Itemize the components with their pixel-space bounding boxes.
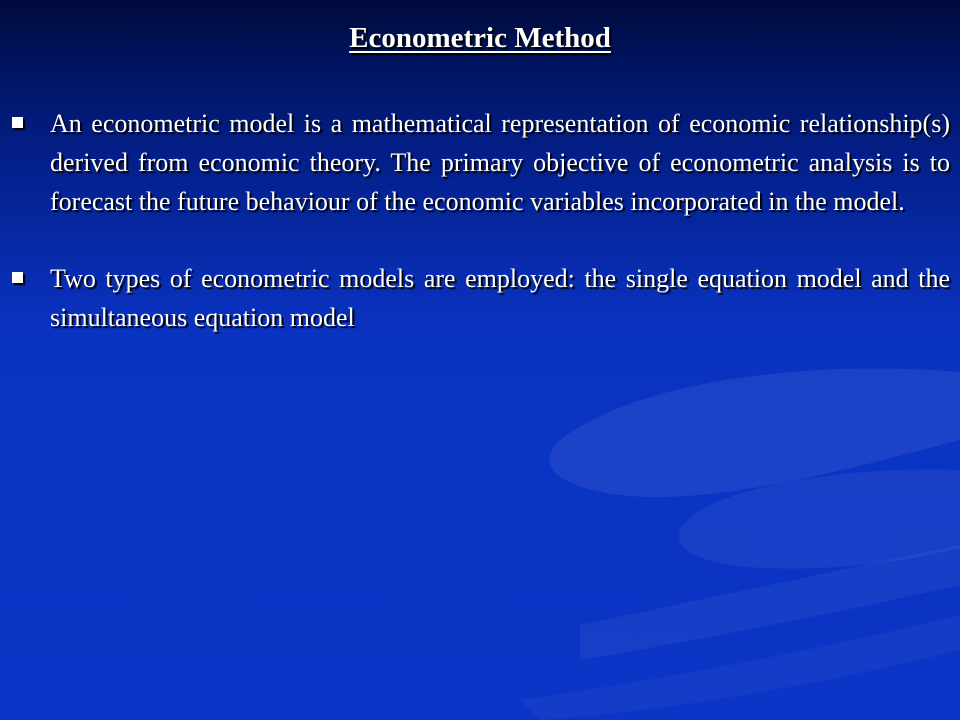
slide-title: Econometric Method [349,22,611,54]
square-bullet-icon [12,117,23,128]
bullet-list [12,104,950,375]
bullet-text: An econometric model is a mathematical representation of economic relationship(s) derived from economic theory. The primary objective of econometric analysis is to forecast the future behaviour of the economic variables incorporated in the model. [50,109,950,216]
bullet-item-model-definition [12,104,950,221]
bullet-item-model-types [12,259,950,337]
square-bullet-icon [12,272,23,283]
bullet-text: Two types of econometric models are employed: the single equation model and the simultaneous equation model [50,264,950,332]
